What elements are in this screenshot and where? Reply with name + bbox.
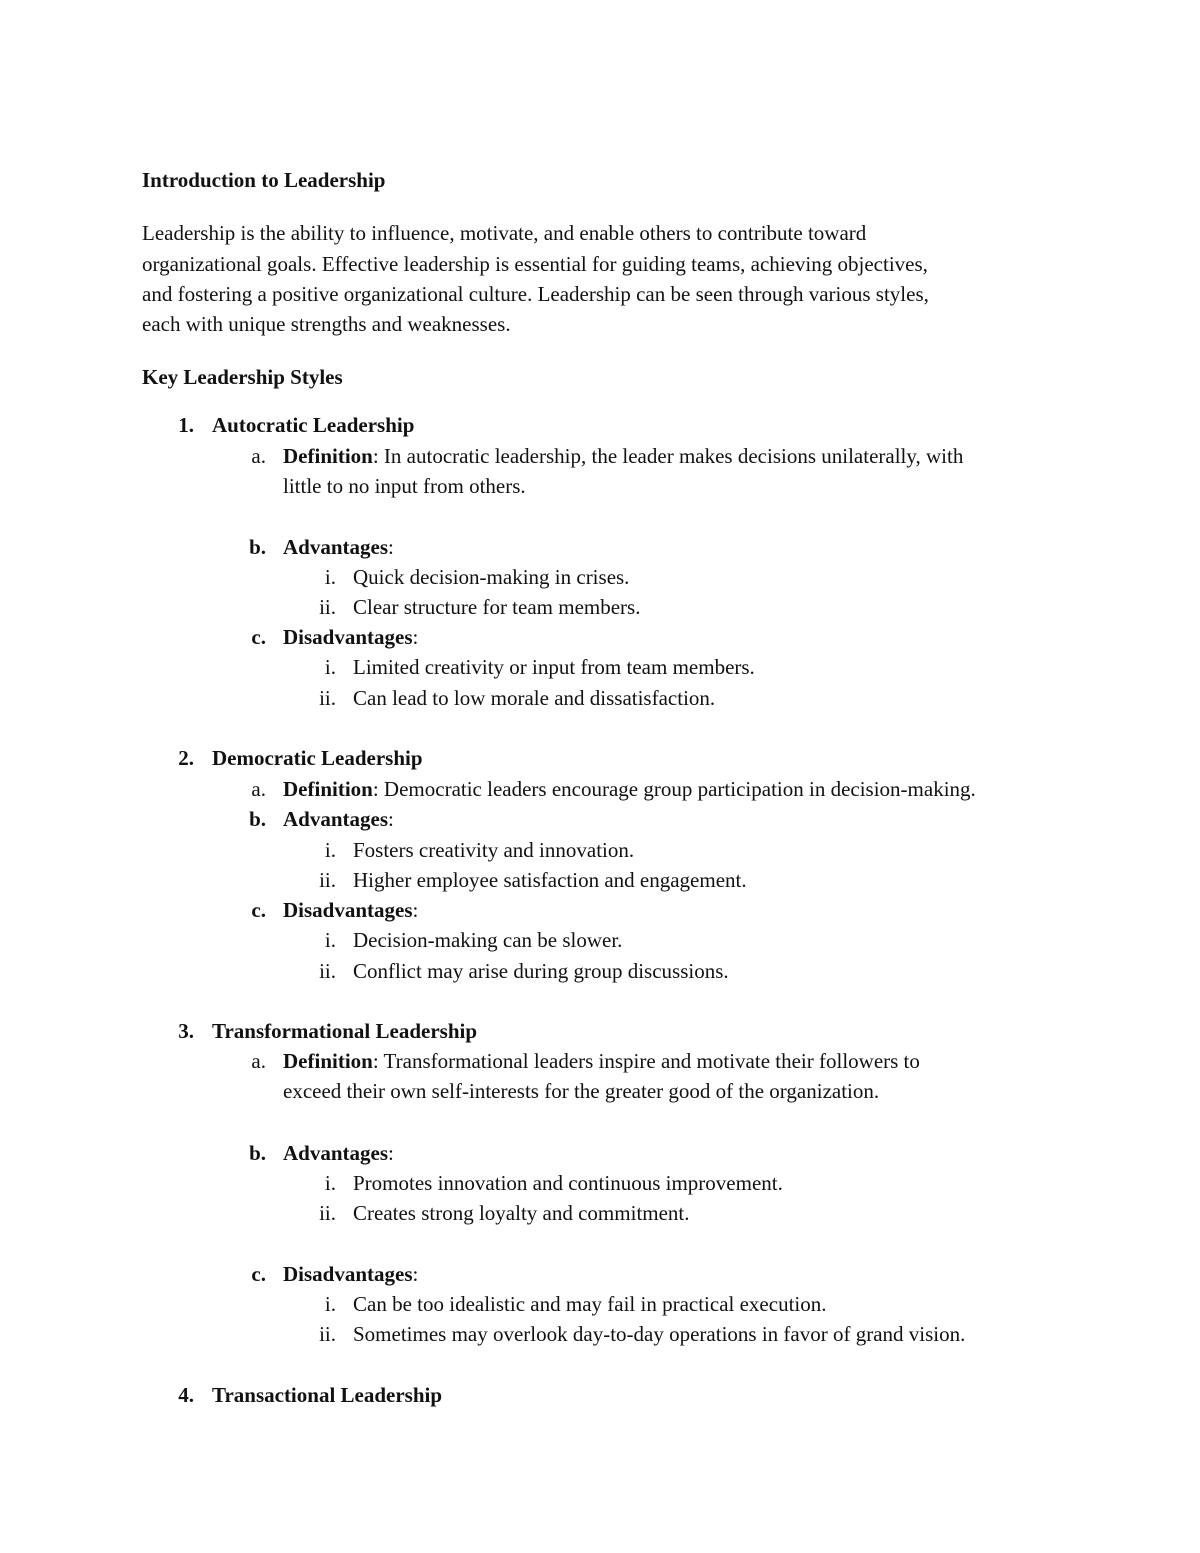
list-marker: ii. bbox=[319, 868, 336, 892]
advantages-heading bbox=[283, 1138, 394, 1168]
definition-line: exceed their own self-interests for the greater good of the organization. bbox=[283, 1079, 880, 1103]
disadvantages-label: Disadvantages bbox=[283, 1262, 413, 1286]
advantages-colon: : bbox=[388, 807, 394, 831]
list-item: Higher employee satisfaction and engagement. bbox=[353, 868, 747, 892]
disadvantages-heading bbox=[283, 622, 418, 652]
definition-label: Definition bbox=[283, 444, 373, 468]
disadvantages-colon: : bbox=[412, 898, 419, 922]
style-number: 4. bbox=[178, 1383, 194, 1407]
definition-text: : In autocratic leadership, the leader makes decisions unilaterally, with bbox=[372, 444, 964, 468]
advantages-colon: : bbox=[388, 1141, 394, 1165]
definition-line bbox=[283, 1046, 920, 1076]
list-item: Conflict may arise during group discussions. bbox=[353, 959, 729, 983]
definition-text: : Transformational leaders inspire and motivate their followers to bbox=[372, 1049, 920, 1073]
definition-marker: a. bbox=[251, 444, 266, 468]
definition-label: Definition bbox=[283, 1049, 373, 1073]
disadvantages-label: Disadvantages bbox=[283, 898, 413, 922]
intro-line: organizational goals. Effective leadership is essential for guiding teams, achieving objectives, bbox=[142, 252, 928, 276]
advantages-heading bbox=[283, 804, 394, 834]
style-name: Autocratic Leadership bbox=[212, 413, 415, 437]
definition-marker: a. bbox=[251, 777, 266, 801]
list-item: Promotes innovation and continuous improvement. bbox=[353, 1171, 783, 1195]
style-name: Transactional Leadership bbox=[212, 1383, 443, 1407]
definition-label: Definition bbox=[283, 777, 373, 801]
advantages-marker: b. bbox=[249, 807, 266, 831]
definition-line bbox=[283, 774, 976, 804]
list-item: Can lead to low morale and dissatisfaction. bbox=[353, 686, 716, 710]
list-item: Creates strong loyalty and commitment. bbox=[353, 1201, 690, 1225]
disadvantages-marker: c. bbox=[251, 1262, 266, 1286]
list-marker: i. bbox=[324, 655, 336, 679]
list-marker: i. bbox=[324, 1171, 336, 1195]
style-number: 2. bbox=[178, 746, 194, 770]
disadvantages-heading bbox=[283, 895, 418, 925]
list-marker: ii. bbox=[319, 686, 336, 710]
advantages-marker: b. bbox=[249, 1141, 266, 1165]
list-marker: i. bbox=[324, 838, 336, 862]
list-marker: ii. bbox=[319, 1201, 336, 1225]
intro-line: Leadership is the ability to influence, motivate, and enable others to contribute toward bbox=[142, 221, 867, 245]
definition-marker: a. bbox=[251, 1049, 266, 1073]
style-number: 3. bbox=[178, 1019, 194, 1043]
list-marker: ii. bbox=[319, 1322, 336, 1346]
style-name: Transformational Leadership bbox=[212, 1019, 478, 1043]
list-item: Can be too idealistic and may fail in practical execution. bbox=[353, 1292, 827, 1316]
advantages-label: Advantages bbox=[283, 807, 389, 831]
list-item: Limited creativity or input from team members. bbox=[353, 655, 755, 679]
list-item: Clear structure for team members. bbox=[353, 595, 641, 619]
list-marker: i. bbox=[324, 928, 336, 952]
intro-line: and fostering a positive organizational culture. Leadership can be seen through various styles, bbox=[142, 282, 929, 306]
advantages-label: Advantages bbox=[283, 1141, 389, 1165]
advantages-marker: b. bbox=[249, 535, 266, 559]
disadvantages-marker: c. bbox=[251, 898, 266, 922]
disadvantages-colon: : bbox=[412, 625, 419, 649]
style-number: 1. bbox=[178, 413, 194, 437]
intro-line: each with unique strengths and weaknesses. bbox=[142, 312, 511, 336]
list-item: Sometimes may overlook day-to-day operations in favor of grand vision. bbox=[353, 1322, 966, 1346]
advantages-label: Advantages bbox=[283, 535, 389, 559]
list-item: Quick decision-making in crises. bbox=[353, 565, 630, 589]
definition-line bbox=[283, 441, 963, 471]
advantages-heading bbox=[283, 532, 394, 562]
disadvantages-heading bbox=[283, 1259, 418, 1289]
list-marker: i. bbox=[324, 565, 336, 589]
list-marker: ii. bbox=[319, 959, 336, 983]
disadvantages-colon: : bbox=[412, 1262, 419, 1286]
disadvantages-label: Disadvantages bbox=[283, 625, 413, 649]
definition-line: little to no input from others. bbox=[283, 474, 526, 498]
list-item: Fosters creativity and innovation. bbox=[353, 838, 635, 862]
list-marker: ii. bbox=[319, 595, 336, 619]
disadvantages-marker: c. bbox=[251, 625, 266, 649]
advantages-colon: : bbox=[388, 535, 394, 559]
list-marker: i. bbox=[324, 1292, 336, 1316]
section-heading: Key Leadership Styles bbox=[142, 365, 343, 389]
style-name: Democratic Leadership bbox=[212, 746, 423, 770]
page-title: Introduction to Leadership bbox=[142, 168, 386, 192]
definition-text: : Democratic leaders encourage group participation in decision-making. bbox=[372, 777, 976, 801]
list-item: Decision-making can be slower. bbox=[353, 928, 623, 952]
